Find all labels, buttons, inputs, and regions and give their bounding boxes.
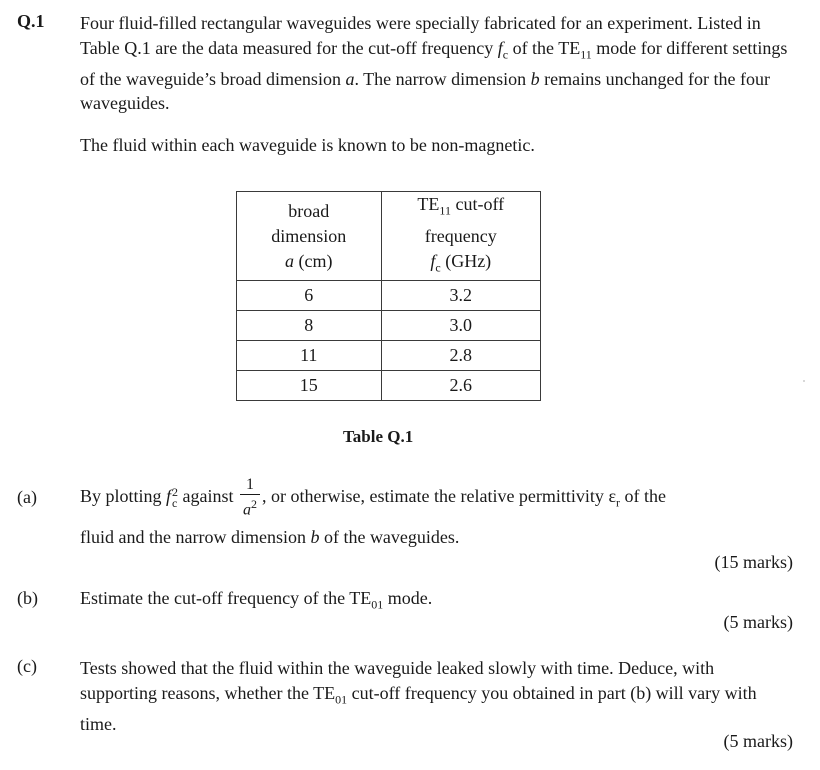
table-row [237,311,541,341]
part-c-text [80,656,780,736]
header-col1-line3 [237,249,381,274]
question-number: Q.1 [17,11,45,31]
part-a-f-sup: 2 [172,484,179,499]
header-f-sub: c [435,260,441,275]
cell-a: 11 [237,341,382,371]
part-c-mode-sub: 01 [335,692,348,707]
intro-text-5: remains unchanged for the four waveguides. [80,68,771,114]
part-a-line2 [80,527,459,548]
part-b-marks: (5 marks) [723,612,793,632]
part-b-text-pre: Estimate the cut-off frequency of the TE [80,588,372,608]
part-a-f-sub: c [172,495,178,510]
header-te: TE [417,194,440,214]
header-a-var: a [285,250,295,271]
intro-text-2: of the TE [508,37,581,58]
fc-symbol: f [497,37,503,58]
part-a-b-var: b [310,527,320,547]
frac-numerator: 1 [240,476,260,495]
cell-fc: 3.0 [381,311,540,341]
question-intro [80,11,800,116]
fluid-note: The fluid within each waveguide is known to be non-magnetic. [80,135,535,155]
part-b-mode-sub: 01 [371,597,384,612]
part-a-marks: (15 marks) [714,552,793,572]
table-row [237,281,541,311]
header-col1-line1: broad [288,200,330,221]
part-b-text [80,588,432,613]
part-b-text-post: mode. [383,588,433,608]
part-b-label: (b) [17,588,38,608]
cell-fc: 3.2 [381,281,540,311]
table-header-row [237,192,541,281]
part-a-line2-pre: fluid and the narrow dimension [80,527,311,547]
part-a-line1 [80,476,800,520]
intro-text-1: Four fluid-filled rectangular waveguides were specially fabricated for an experiment. Listed in Table Q.1 are the data measured for the cut-off frequency [80,13,761,58]
part-a-text-post: , or otherwise, estimate the relative permittivity [262,485,609,506]
header-col2-line2: frequency [424,225,497,246]
one-over-a-squared [240,476,260,519]
b-symbol: b [530,68,540,89]
cell-a: 15 [237,371,382,401]
header-f-var: f [430,250,436,271]
header-broad-dimension [237,192,382,281]
table-row [237,341,541,371]
cell-fc: 2.6 [381,371,540,401]
epsilon-symbol: ε [608,485,616,506]
part-c-marks: (5 marks) [723,731,793,751]
data-table [236,191,541,401]
frac-den-sup: 2 [251,497,258,511]
part-a-f-symbol: f [166,485,172,506]
part-a-text-against: against [178,485,239,506]
part-c-text-post: cut-off frequency you obtained in part (b) will vary with time. [80,682,757,734]
header-cutoff-word: cut-off [450,194,505,214]
a-symbol: a [345,68,355,89]
part-a-text-post2: of the [620,485,666,506]
header-cutoff-frequency [381,192,540,281]
frac-denominator [240,495,260,519]
header-te-sub: 11 [439,203,451,218]
part-a-text-pre: By plotting [80,485,167,506]
fc-subscript: c [502,47,509,62]
part-c-label: (c) [17,656,37,676]
frac-den-var: a [243,501,252,519]
header-f-unit: (GHz) [440,250,492,271]
intro-text-3: mode for different settings of the waveguide’s broad dimension [80,37,788,89]
part-a-line2-post: of the waveguides. [319,527,460,547]
header-col2-line1 [382,192,540,224]
cell-a: 6 [237,281,382,311]
part-c-text-pre: Tests showed that the fluid within the waveguide leaked slowly with time. Deduce, with supporting reasons, whether the TE [80,658,715,703]
header-a-unit: (cm) [294,250,333,271]
header-col1-line2: dimension [271,225,347,246]
table-row [237,371,541,401]
intro-text-4: . The narrow dimension [354,68,531,89]
cell-fc: 2.8 [381,341,540,371]
scan-speck [803,380,805,382]
header-col2-line3 [382,249,540,281]
epsilon-sub: r [616,495,620,510]
part-a-label: (a) [17,487,37,507]
cell-a: 8 [237,311,382,341]
mode-subscript: 11 [580,47,592,62]
table-caption: Table Q.1 [343,427,414,446]
